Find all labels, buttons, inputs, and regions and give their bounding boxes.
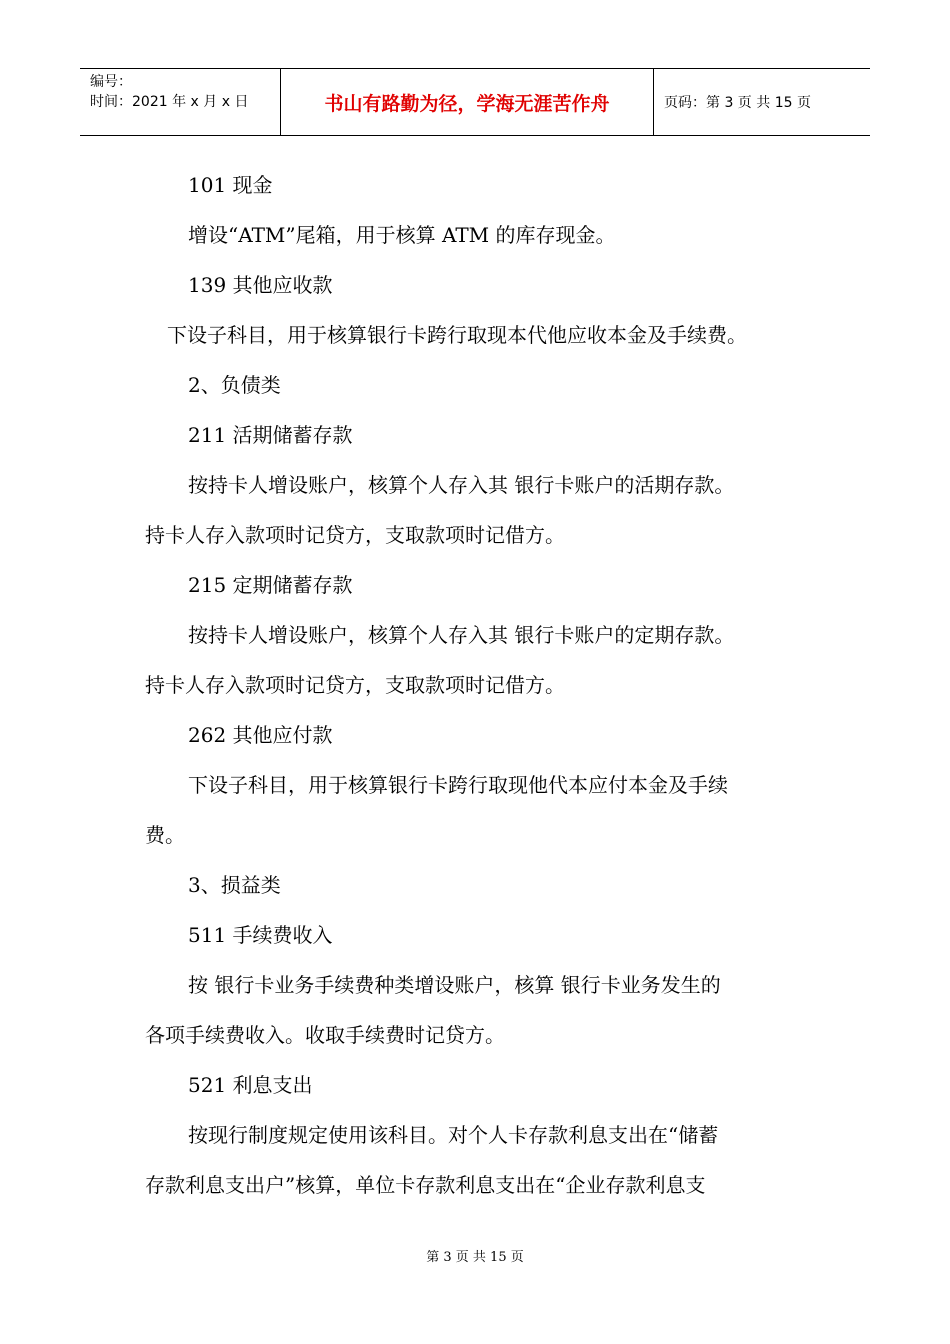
section-heading-liabilities: 2、负债类 bbox=[188, 373, 281, 397]
paragraph-line: 按现行制度规定使用该科目。对个人卡存款利息支出在“储蓄 bbox=[188, 1123, 719, 1147]
page-header bbox=[80, 68, 870, 136]
paragraph-line: 增设“ATM”尾箱，用于核算 ATM 的库存现金。 bbox=[188, 223, 616, 247]
document-date-label: 时间：2021 年 x 月 x 日 bbox=[90, 94, 249, 110]
paragraph-line: 各项手续费收入。收取手续费时记贷方。 bbox=[145, 1023, 505, 1047]
header-meta bbox=[80, 69, 281, 135]
paragraph-line: 按 银行卡业务手续费种类增设账户，核算 银行卡业务发生的 bbox=[188, 973, 721, 997]
paragraph-line: 下设子科目，用于核算银行卡跨行取现本代他应收本金及手续费。 bbox=[167, 323, 747, 347]
paragraph-line: 存款利息支出户”核算，单位卡存款利息支出在“企业存款利息支 bbox=[145, 1173, 706, 1197]
account-heading-215: 215 定期储蓄存款 bbox=[188, 573, 353, 597]
paragraph-line: 按持卡人增设账户，核算个人存入其 银行卡账户的定期存款。 bbox=[188, 623, 735, 647]
account-heading-521: 521 利息支出 bbox=[188, 1073, 313, 1097]
account-heading-101: 101 现金 bbox=[188, 173, 273, 197]
document-number-label: 编号： bbox=[90, 74, 132, 90]
section-heading-profit-loss: 3、损益类 bbox=[188, 873, 281, 897]
paragraph-line: 下设子科目，用于核算银行卡跨行取现他代本应付本金及手续 bbox=[188, 773, 728, 797]
account-heading-262: 262 其他应付款 bbox=[188, 723, 333, 747]
header-page-number: 页码：第 3 页 共 15 页 bbox=[664, 95, 811, 111]
paragraph-line: 持卡人存入款项时记贷方，支取款项时记借方。 bbox=[145, 673, 565, 697]
paragraph-line: 持卡人存入款项时记贷方，支取款项时记借方。 bbox=[145, 523, 565, 547]
account-heading-211: 211 活期储蓄存款 bbox=[188, 423, 353, 447]
paragraph-line: 费。 bbox=[145, 823, 185, 847]
paragraph-line: 按持卡人增设账户，核算个人存入其 银行卡账户的活期存款。 bbox=[188, 473, 735, 497]
header-motto: 书山有路勤为径，学海无涯苦作舟 bbox=[281, 69, 654, 135]
page-footer: 第 3 页 共 15 页 bbox=[426, 1250, 524, 1265]
account-heading-511: 511 手续费收入 bbox=[188, 923, 333, 947]
document-body bbox=[145, 160, 815, 1210]
account-heading-139: 139 其他应收款 bbox=[188, 273, 333, 297]
